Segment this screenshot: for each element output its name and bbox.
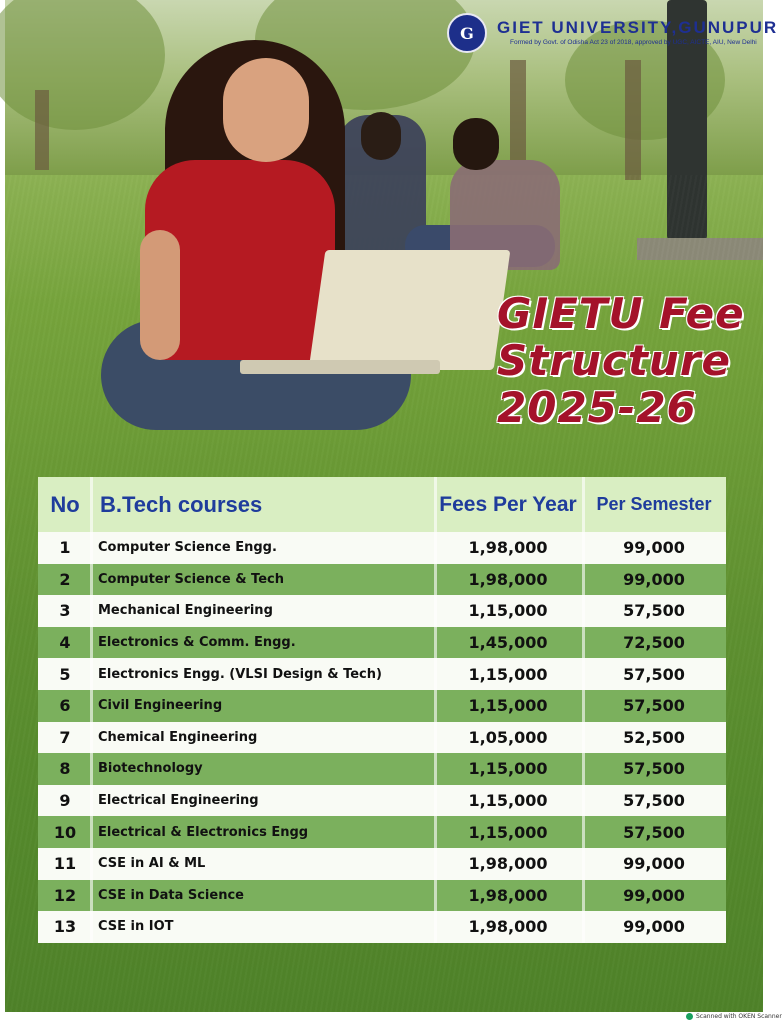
column-divider: [90, 477, 93, 532]
table-row: [38, 753, 726, 785]
heading-line-3: 2025-26: [497, 383, 697, 432]
fee-table: [38, 477, 726, 943]
row-course-name: CSE in IOT: [98, 919, 174, 935]
column-divider: [434, 690, 437, 722]
column-divider: [582, 564, 585, 596]
column-divider: [90, 532, 93, 564]
row-fees-per-semester: 57,500: [623, 696, 685, 716]
laptop-icon: [309, 250, 511, 370]
scanner-logo-icon: [686, 1013, 693, 1020]
heading-line-2: Structure: [497, 336, 732, 385]
row-number: 12: [53, 885, 77, 905]
column-divider: [434, 532, 437, 564]
row-number: 9: [59, 791, 71, 811]
tree-trunk: [625, 60, 641, 180]
row-course-name: CSE in Data Science: [98, 887, 244, 903]
table-row: [38, 722, 726, 754]
university-logo: [447, 13, 779, 55]
row-fees-per-semester: 99,000: [623, 854, 685, 874]
column-divider: [582, 848, 585, 880]
column-divider: [582, 785, 585, 817]
row-fees-per-year: 1,98,000: [468, 885, 548, 905]
column-divider: [582, 880, 585, 912]
table-row: [38, 880, 726, 912]
row-number: 5: [59, 664, 71, 684]
row-fees-per-year: 1,45,000: [468, 633, 548, 653]
row-fees-per-semester: 57,500: [623, 601, 685, 621]
tree-trunk: [35, 90, 49, 170]
row-course-name: Mechanical Engineering: [98, 603, 273, 619]
row-course-name: Electronics & Comm. Engg.: [98, 635, 296, 651]
column-divider: [582, 658, 585, 690]
column-divider: [582, 911, 585, 943]
row-fees-per-year: 1,98,000: [468, 538, 548, 558]
row-fees-per-semester: 57,500: [623, 759, 685, 779]
column-divider: [582, 690, 585, 722]
column-divider: [90, 658, 93, 690]
row-course-name: Biotechnology: [98, 761, 203, 777]
column-divider: [90, 722, 93, 754]
header-per-semester: Per Semester: [596, 494, 712, 514]
row-number: 3: [59, 601, 71, 621]
row-number: 7: [59, 727, 71, 747]
column-divider: [90, 911, 93, 943]
row-fees-per-semester: 99,000: [623, 538, 685, 558]
university-seal-icon: G: [447, 13, 487, 53]
table-row: [38, 532, 726, 564]
row-fees-per-year: 1,15,000: [468, 759, 548, 779]
column-divider: [434, 753, 437, 785]
row-fees-per-semester: 99,000: [623, 917, 685, 937]
column-divider: [90, 816, 93, 848]
column-divider: [90, 595, 93, 627]
row-number: 8: [59, 759, 71, 779]
column-divider: [90, 848, 93, 880]
header-no: No: [50, 491, 80, 517]
background-student-man-head: [361, 112, 401, 160]
row-fees-per-year: 1,15,000: [468, 791, 548, 811]
table-row: [38, 595, 726, 627]
column-divider: [434, 627, 437, 659]
student-arm: [140, 230, 180, 360]
column-divider: [434, 911, 437, 943]
column-divider: [434, 880, 437, 912]
tree-trunk: [510, 60, 526, 160]
column-divider: [582, 627, 585, 659]
row-number: 6: [59, 696, 71, 716]
row-fees-per-semester: 99,000: [623, 569, 685, 589]
row-fees-per-semester: 52,500: [623, 727, 685, 747]
row-fees-per-semester: 72,500: [623, 633, 685, 653]
row-fees-per-semester: 99,000: [623, 885, 685, 905]
row-course-name: Civil Engineering: [98, 698, 223, 714]
header-fees-per-year: Fees Per Year: [439, 492, 577, 516]
row-number: 1: [59, 538, 71, 558]
column-divider: [90, 785, 93, 817]
row-number: 13: [53, 917, 77, 937]
row-fees-per-semester: 57,500: [623, 822, 685, 842]
column-divider: [582, 816, 585, 848]
scanner-watermark: [686, 1013, 782, 1020]
column-divider: [434, 816, 437, 848]
table-row: [38, 911, 726, 943]
column-divider: [434, 722, 437, 754]
column-divider: [90, 627, 93, 659]
fee-table-body: [38, 532, 726, 943]
student-face: [223, 58, 309, 162]
row-number: 2: [59, 569, 71, 589]
row-course-name: CSE in AI & ML: [98, 856, 206, 872]
row-number: 10: [53, 822, 77, 842]
column-divider: [434, 564, 437, 596]
row-fees-per-year: 1,15,000: [468, 664, 548, 684]
column-divider: [582, 595, 585, 627]
row-fees-per-year: 1,98,000: [468, 569, 548, 589]
row-course-name: Chemical Engineering: [98, 729, 258, 745]
table-row: [38, 564, 726, 596]
background-student-woman-head: [453, 118, 499, 170]
row-course-name: Computer Science & Tech: [98, 571, 284, 587]
column-divider: [434, 785, 437, 817]
laptop-base: [240, 360, 440, 374]
table-row: [38, 848, 726, 880]
column-divider: [434, 658, 437, 690]
column-divider: [582, 753, 585, 785]
table-row: [38, 658, 726, 690]
column-divider: [90, 690, 93, 722]
row-course-name: Computer Science Engg.: [98, 540, 277, 556]
column-divider: [582, 477, 585, 532]
row-fees-per-semester: 57,500: [623, 664, 685, 684]
table-row: [38, 690, 726, 722]
row-fees-per-year: 1,15,000: [468, 822, 548, 842]
column-divider: [90, 753, 93, 785]
row-fees-per-year: 1,15,000: [468, 601, 548, 621]
table-row: [38, 816, 726, 848]
header-course: B.Tech courses: [100, 491, 263, 517]
row-fees-per-semester: 57,500: [623, 791, 685, 811]
row-number: 11: [53, 854, 77, 874]
row-number: 4: [59, 633, 71, 653]
table-row: [38, 627, 726, 659]
university-accreditation: Formed by Govt. of Odisha Act 23 of 2018, approved by UGC, AICTE, AIU, New Delhi: [510, 39, 757, 46]
fee-table-header: [38, 477, 726, 532]
column-divider: [582, 532, 585, 564]
column-divider: [582, 722, 585, 754]
row-course-name: Electrical & Electronics Engg: [98, 824, 309, 840]
column-divider: [434, 595, 437, 627]
row-fees-per-year: 1,05,000: [468, 727, 548, 747]
column-divider: [90, 564, 93, 596]
heading-line-1: GIETU Fee: [497, 289, 745, 338]
university-name: GIET UNIVERSITY,GUNUPUR: [497, 18, 779, 37]
row-fees-per-year: 1,98,000: [468, 917, 548, 937]
row-fees-per-year: 1,98,000: [468, 854, 548, 874]
scanner-text: Scanned with OKEN Scanner: [696, 1013, 782, 1020]
row-course-name: Electrical Engineering: [98, 793, 259, 809]
row-course-name: Electronics Engg. (VLSI Design & Tech): [98, 666, 382, 682]
column-divider: [90, 880, 93, 912]
column-divider: [434, 848, 437, 880]
poster-heading: [497, 290, 747, 431]
table-row: [38, 785, 726, 817]
row-fees-per-year: 1,15,000: [468, 696, 548, 716]
column-divider: [434, 477, 437, 532]
